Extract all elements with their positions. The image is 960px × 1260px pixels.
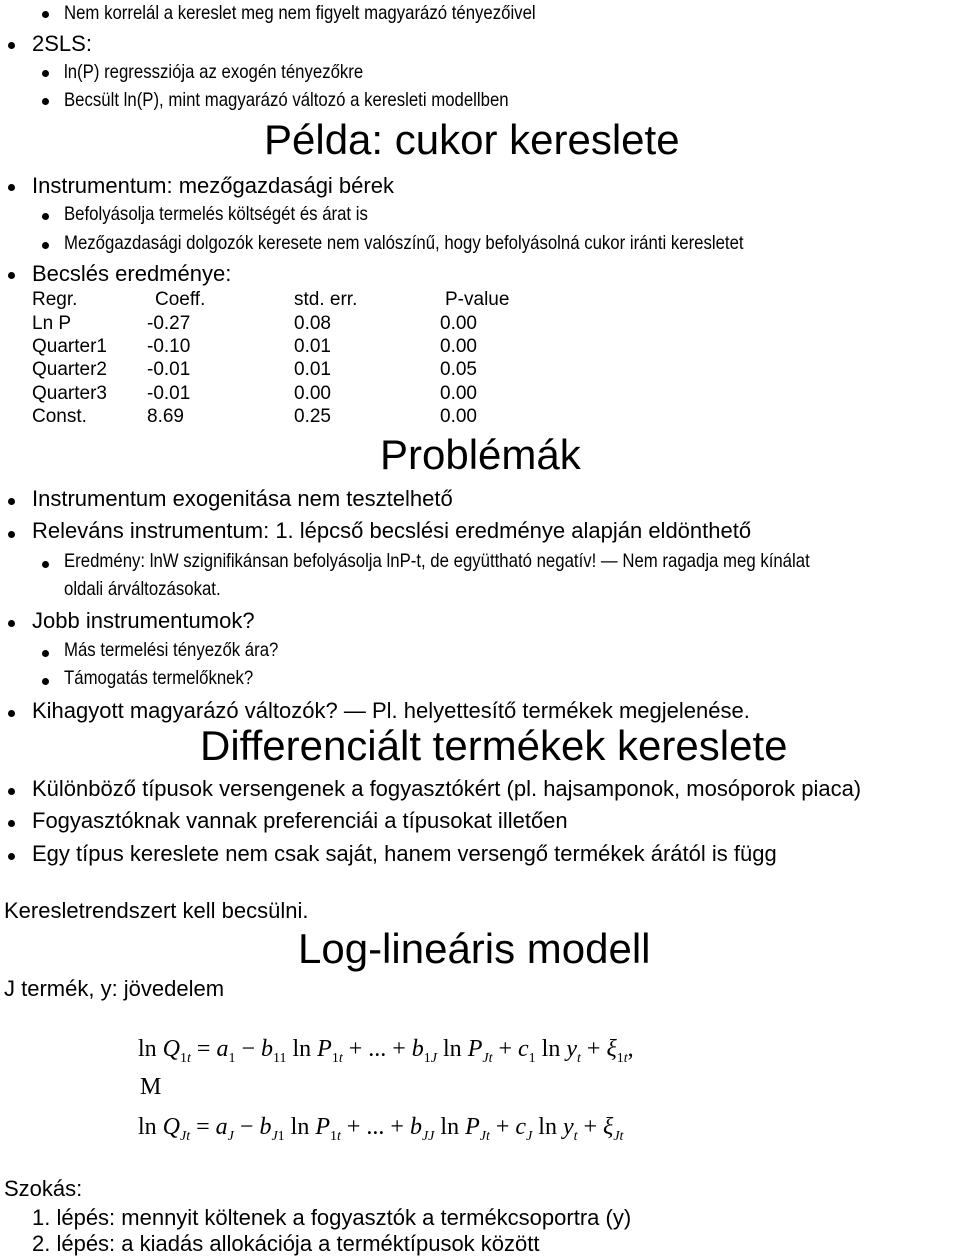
demand-system-text: Keresletrendszert kell becsülni. [4,898,309,923]
sugar-sub-1: Befolyásolja termelés költségét és árat is [64,203,368,225]
bullet-dot [8,820,15,827]
sugar-instrument: Instrumentum: mezőgazdasági bérek [32,173,394,198]
table-cell: Quarter1 [32,336,107,357]
problem-3-sub-1: Más termelési tényezők ára? [64,639,279,661]
table-cell: -0.01 [147,383,191,404]
table-cell: 0.00 [440,336,477,357]
bullet-dot [42,11,49,18]
table-cell: 0.00 [440,313,477,334]
problem-3-sub-2: Támogatás termelőknek? [64,667,254,689]
sugar-sub-2: Mezőgazdasági dolgozók keresete nem valószínű, hogy befolyásolná cukor iránti keresletet [64,232,744,254]
szokas-label: Szokás: [4,1176,83,1201]
table-cell: 8.69 [147,406,184,427]
table-cell: Ln P [32,313,72,334]
table-header: std. err. [294,289,358,310]
bullet-dot [42,98,49,105]
table-header: Coeff. [155,289,206,310]
table-cell: Quarter2 [32,359,107,380]
table-cell: 0.00 [440,383,477,404]
table-cell: 0.08 [294,313,331,334]
table-header: Regr. [32,289,78,310]
setup-text: J termék, y: jövedelem [4,976,225,1001]
equation-2: $\ln Q_{Jt} = a_J - b_{J1}$ $\ln P_{1t}$ + ... + $b_{JJ}$ $\ln P_{Jt} + c_J$ $\ln y_t + \xi_{Jt}$ [138,1114,624,1144]
table-cell: Quarter3 [32,383,107,404]
problem-1: Instrumentum exogenitása nem tesztelhető [32,486,453,511]
bullet-dot [8,272,15,279]
bullet-dot [42,678,49,685]
bullet-dot [42,242,49,249]
bullet-dot [8,710,15,717]
bullet-dot [42,561,49,568]
problem-2-detail-1: Eredmény: lnW szignifikánsan befolyásolja lnP-t, de együttható negatív! — Nem ragadja meg kínálat [64,550,810,572]
table-cell: 0.01 [294,336,331,357]
vertical-ellipsis: M [140,1074,162,1100]
table-cell: 0.01 [294,359,331,380]
bullet-dot [8,620,15,627]
table-cell: 0.05 [440,359,477,380]
bullet-dot [8,42,15,49]
table-cell: -0.27 [147,313,191,334]
diff-3: Egy típus kereslete nem csak saját, hanem versengő termékek árától is függ [32,841,777,866]
top-line-3: ln(P) regressziója az exogén tényezőkre [64,61,364,83]
table-cell: 0.00 [440,406,477,427]
top-line-4: Becsült ln(P), mint magyarázó változó a keresleti modellben [64,89,509,111]
result-label: Becslés eredménye: [32,261,232,286]
bullet-dot [8,853,15,860]
problem-2: Releváns instrumentum: 1. lépcső becslési eredménye alapján eldönthető [32,518,752,543]
problem-4: Kihagyott magyarázó változók? — Pl. helyettesítő termékek megjelenése. [32,698,750,723]
bullet-dot [42,650,49,657]
diff-title: Differenciált termékek kereslete [200,722,788,769]
table-cell: -0.10 [147,336,191,357]
diff-2: Fogyasztóknak vannak preferenciái a típusokat illetően [32,808,568,833]
bullet-dot [8,184,15,191]
diff-1: Különböző típusok versengenek a fogyasztókért (pl. hajsamponok, mosóporok piaca) [32,776,862,801]
top-line-2: 2SLS: [32,31,92,56]
problem-3: Jobb instrumentumok? [32,608,255,633]
table-cell: -0.01 [147,359,191,380]
loglin-title: Log-lineáris modell [298,925,651,972]
problem-2-detail-2: oldali árváltozásokat. [64,578,221,600]
step-1: 1. lépés: mennyit költenek a fogyasztók a termékcsoportra (y) [32,1205,632,1230]
bullet-dot [42,70,49,77]
bullet-dot [8,498,15,505]
step-2: 2. lépés: a kiadás allokációja a terméktípusok között [32,1231,540,1256]
table-header: P-value [445,289,510,310]
bullet-dot [8,788,15,795]
problems-title: Problémák [380,431,581,478]
bullet-dot [8,531,15,538]
bullet-dot [42,213,49,220]
table-cell: 0.00 [294,383,331,404]
sugar-title: Példa: cukor kereslete [264,116,680,163]
top-line-1: Nem korrelál a kereslet meg nem figyelt magyarázó tényezőivel [64,2,536,24]
table-cell: Const. [32,406,87,427]
table-cell: 0.25 [294,406,331,427]
equation-1: $\ln Q_{1t} = a_1 - b_{11}$ $\ln P_{1t}$ + ... + $b_{1J}$ $\ln P_{Jt} + c_1$ $\ln y_t + \xi_{1t}$, [138,1036,634,1066]
